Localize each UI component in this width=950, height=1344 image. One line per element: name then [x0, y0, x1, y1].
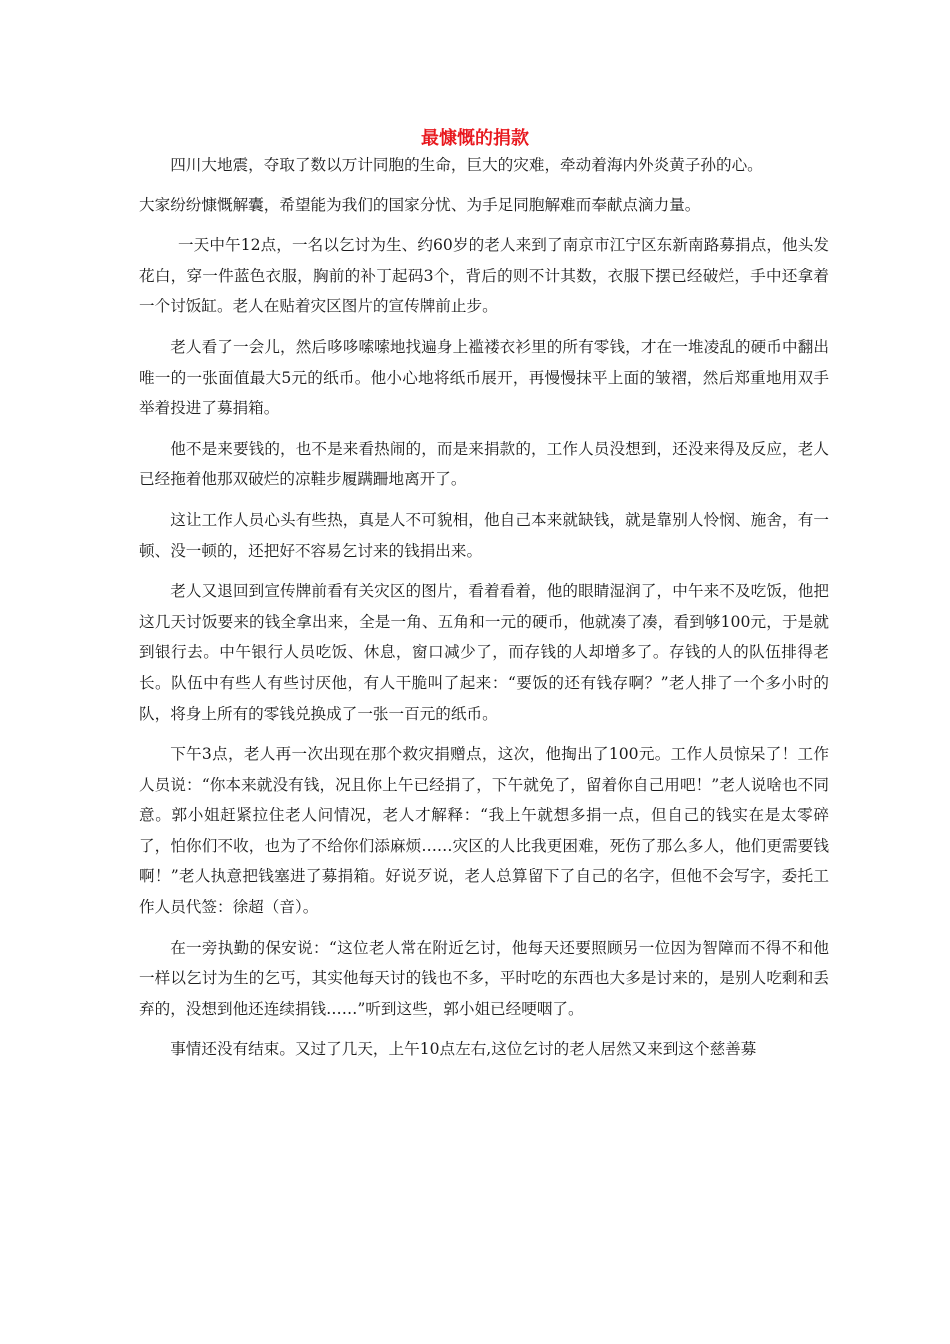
paragraph-7: 老人又退回到宣传牌前看有关灾区的图片，看着看着，他的眼睛湿润了，中午来不及吃饭，他把这几天讨饭要来的钱全拿出来，全是一角、五角和一元的硬币，他就凑了凑，看到够100元，于是就到银行去。中午银行人员吃饭、休息，窗口减少了，而存钱的人却增多了。存钱的人的队伍排得老长。队伍中有些人有些讨厌他，有人干脆叫了起来：“要饭的还有钱存啊？”老人排了一个多小时的队，将身上所有的零钱兑换成了一张一百元的纸币。: [139, 582, 829, 723]
paragraph-9: 在一旁执勤的保安说：“这位老人常在附近乞讨，他每天还要照顾另一位因为智障而不得不和他一样以乞讨为生的乞丐，其实他每天讨的钱也不多，平时吃的东西也大多是讨来的，是别人吃剩和丢弃的，没想到他还连续捐钱……”听到这些，郭小姐已经哽咽了。: [139, 938, 829, 1018]
paragraph-10: 事情还没有结束。又过了几天，上午10点左右,这位乞讨的老人居然又来到这个慈善募: [170, 1040, 757, 1059]
paragraph-8: 下午3点，老人再一次出现在那个救灾捐赠点，这次，他掏出了100元。工作人员惊呆了！工作人员说：“你本来就没有钱，况且你上午已经捐了，下午就免了，留着你自己用吧！”老人说啥也不同意。郭小姐赶紧拉住老人问情况，老人才解释：“我上午就想多捐一点，但自己的钱实在是太零碎了，怕你们不收，也为了不给你们添麻烦……灾区的人比我更困难，死伤了那么多人，他们更需要钱啊！”老人执意把钱塞进了募捐箱。好说歹说，老人总算留下了自己的名字，但他不会写字，委托工作人员代签：徐超（音）。: [139, 745, 829, 917]
paragraph-4: 老人看了一会儿，然后哆哆嗦嗦地找遍身上褴褛衣衫里的所有零钱，才在一堆凌乱的硬币中翻出唯一的一张面值最大5元的纸币。他小心地将纸币展开，再慢慢抹平上面的皱褶，然后郑重地用双手举着投进了募捐箱。: [139, 337, 829, 418]
paragraph-5: 他不是来要钱的，也不是来看热闹的，而是来捐款的，工作人员没想到，还没来得及反应，老人已经拖着他那双破烂的凉鞋步履蹒跚地离开了。: [139, 439, 829, 489]
paragraph-6: 这让工作人员心头有些热，真是人不可貌相，他自己本来就缺钱，就是靠别人怜悯、施舍，有一顿、没一顿的，还把好不容易乞讨来的钱捐出来。: [139, 510, 829, 560]
paragraph-3: 一天中午12点，一名以乞讨为生、约60岁的老人来到了南京市江宁区东新南路募捐点，他头发花白，穿一件蓝色衣服，胸前的补丁起码3个，背后的则不计其数，衣服下摆已经破烂，手中还拿着一个讨饭缸。老人在贴着灾区图片的宣传牌前止步。: [139, 236, 829, 316]
document-title: 最慷慨的捐款: [421, 128, 529, 149]
document-body: [139, 150, 829, 1065]
paragraph-2: 大家纷纷慷慨解囊，希望能为我们的国家分忧、为手足同胞解难而奉献点滴力量。: [139, 195, 701, 214]
paragraph-1: 四川大地震，夺取了数以万计同胞的生命，巨大的灾难，牵动着海内外炎黄子孙的心。: [170, 156, 763, 174]
